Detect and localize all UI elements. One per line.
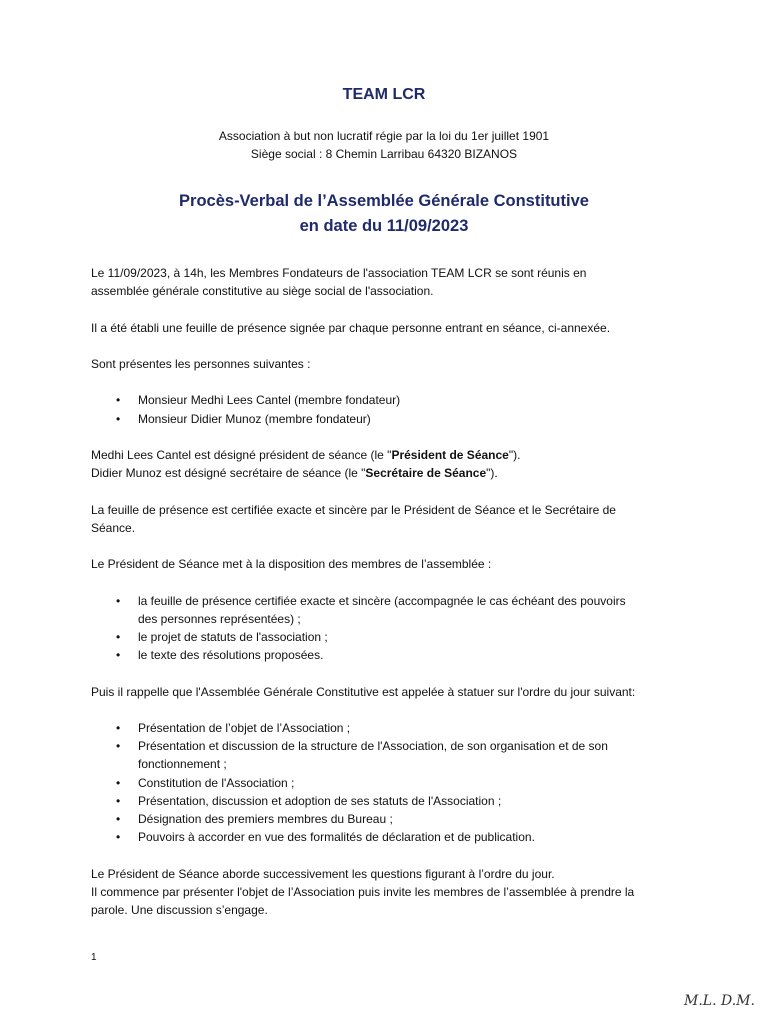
paragraph-documents-intro: Le Président de Séance met à la disposition des membres de l’assemblée : bbox=[91, 557, 492, 572]
list-item bbox=[116, 410, 691, 428]
paragraph-attendees-intro: Sont présentes les personnes suivantes : bbox=[91, 356, 311, 371]
list-item-text: Constitution de l'Association ; bbox=[138, 775, 295, 790]
list-item bbox=[116, 646, 691, 664]
paragraph-text: "). bbox=[486, 466, 498, 481]
bullet-icon: • bbox=[116, 793, 121, 808]
association-name: TEAM LCR bbox=[342, 86, 426, 103]
list-item bbox=[116, 628, 691, 646]
paragraph-text: "). bbox=[508, 447, 521, 462]
attendee-name: Monsieur Medhi Lees Cantel (membre fondateur) bbox=[138, 393, 401, 408]
page-number: 1 bbox=[91, 952, 97, 963]
list-item-text: Pouvoirs à accorder en vue des formalités de déclaration et de publication. bbox=[138, 830, 535, 845]
list-item bbox=[116, 774, 691, 792]
secretary-role-term: Secrétaire de Séance bbox=[365, 466, 487, 481]
list-item-text: fonctionnement ; bbox=[138, 757, 227, 772]
attendee-name: Monsieur Didier Munoz (membre fondateur) bbox=[138, 411, 371, 426]
paragraph-line: Le 11/09/2023, à 14h, les Membres Fondateurs de l'association TEAM LCR se sont réunis en bbox=[91, 266, 587, 280]
paragraph-line: parole. Une discussion s’engage. bbox=[91, 902, 268, 917]
paragraph-text: Didier Munoz est désigné secrétaire de séance (le " bbox=[91, 466, 366, 481]
initials-signature: M.L. D.M. bbox=[684, 993, 755, 1009]
list-item-text: Présentation et discussion de la structure de l'Association, de son organisation et de son bbox=[138, 739, 608, 754]
list-item bbox=[116, 592, 691, 628]
bullet-icon: • bbox=[116, 775, 121, 790]
paragraph-meeting-intro bbox=[91, 264, 691, 300]
bullet-icon: • bbox=[116, 720, 121, 735]
bullet-icon: • bbox=[116, 739, 121, 754]
paragraph-designations bbox=[91, 446, 691, 482]
bullet-icon: • bbox=[116, 593, 121, 608]
registered-office-line: Siège social : 8 Chemin Larribau 64320 BIZANOS bbox=[250, 147, 518, 161]
document-body bbox=[91, 264, 691, 937]
paragraph-discussion bbox=[91, 865, 691, 920]
list-item-text: des personnes représentées) ; bbox=[138, 611, 301, 626]
president-role-term: Président de Séance bbox=[391, 447, 509, 462]
list-item bbox=[116, 828, 691, 846]
paragraph-certification bbox=[91, 501, 691, 537]
list-item bbox=[116, 737, 691, 773]
paragraph-line: Il commence par présenter l'objet de l’Association puis invite les membres de l’assemblée à prendre la bbox=[91, 884, 635, 899]
bullet-icon: • bbox=[116, 830, 121, 845]
bullet-icon: • bbox=[116, 811, 121, 826]
paragraph-line: La feuille de présence est certifiée exacte et sincère par le Président de Séance et le Secrétaire de bbox=[91, 502, 616, 517]
document-title bbox=[0, 189, 768, 239]
paragraph-text: Medhi Lees Cantel est désigné président de séance (le " bbox=[91, 447, 392, 462]
paragraph-agenda-intro: Puis il rappelle que l'Assemblée Générale Constitutive est appelée à statuer sur l'ordre du jour suivant: bbox=[91, 684, 636, 699]
list-item-text: la feuille de présence certifiée exacte et sincère (accompagnée le cas échéant des pouvoirs bbox=[138, 593, 626, 608]
list-item-text: le projet de statuts de l'association ; bbox=[138, 629, 328, 644]
document-title-line1: Procès-Verbal de l’Assemblée Générale Constitutive bbox=[179, 192, 589, 210]
bullet-icon: • bbox=[116, 648, 121, 663]
bullet-icon: • bbox=[116, 629, 121, 644]
list-item-text: le texte des résolutions proposées. bbox=[138, 648, 324, 663]
association-details bbox=[0, 127, 768, 163]
list-item-text: Présentation, discussion et adoption de ses statuts de l'Association ; bbox=[138, 793, 502, 808]
paragraph-line: assemblée générale constitutive au siège social de l'association. bbox=[91, 284, 434, 299]
agenda-list bbox=[91, 719, 691, 846]
documents-list bbox=[91, 592, 691, 665]
bullet-icon: • bbox=[116, 411, 121, 426]
list-item bbox=[116, 792, 691, 810]
list-item bbox=[116, 810, 691, 828]
legal-status-line: Association à but non lucratif régie par la loi du 1er juillet 1901 bbox=[218, 129, 550, 143]
paragraph-line: Séance. bbox=[91, 520, 136, 535]
list-item-text: Présentation de l’objet de l’Association ; bbox=[138, 720, 351, 735]
bullet-icon: • bbox=[116, 393, 121, 408]
list-item-text: Désignation des premiers membres du Bureau ; bbox=[138, 811, 393, 826]
list-item bbox=[116, 391, 691, 409]
document-title-line2: en date du 11/09/2023 bbox=[299, 217, 469, 235]
paragraph-attendance-sheet: Il a été établi une feuille de présence signée par chaque personne entrant en séance, ci-annexée. bbox=[91, 320, 611, 335]
attendees-list bbox=[91, 391, 691, 427]
list-item bbox=[116, 719, 691, 737]
paragraph-line: Le Président de Séance aborde successivement les questions figurant à l’ordre du jour. bbox=[91, 866, 555, 881]
